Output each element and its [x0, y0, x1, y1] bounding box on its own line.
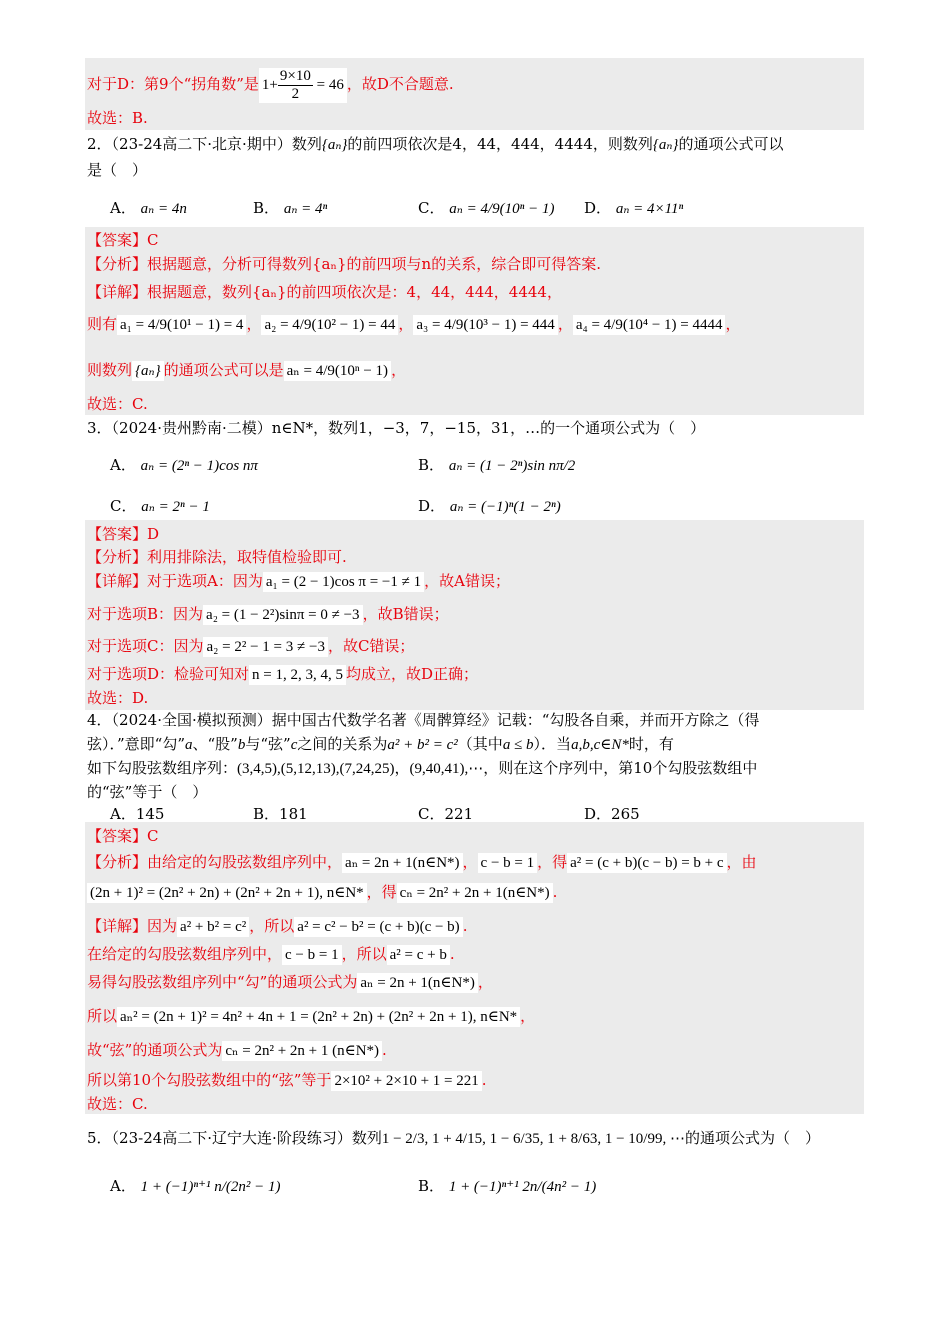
q3-option-b[interactable]: B． aₙ = (1 − 2ⁿ)sin nπ/2: [418, 456, 576, 474]
math-expression: a₂ = 2² − 1 = 3 ≠ −3: [203, 637, 327, 657]
q4-detail-4: 所以 aₙ² = (2n + 1)² = 4n² + 4n + 1 = (2n² + 2n) + (2n² + 2n + 1), n∈N* ，: [87, 1007, 536, 1025]
math-expression: a₃ = 4/9(10³ − 1) = 444: [413, 315, 557, 335]
math-expression: a₂ = 4/9(10² − 1) = 44: [261, 315, 398, 335]
q4-option-c[interactable]: C．221: [418, 805, 474, 823]
math-expression: c − b = 1: [478, 853, 538, 873]
q1-choice: 故选：B.: [87, 109, 148, 127]
math-expression: 2×10² + 2×10 + 1 = 221: [331, 1071, 481, 1091]
q2-analysis: 【分析】根据题意，分析可得数列{aₙ}的前四项与n的关系，综合即可得答案.: [87, 255, 601, 273]
q3-option-a[interactable]: A． aₙ = (2ⁿ − 1)cos nπ: [110, 456, 258, 474]
math-expression: a₂ = (1 − 2²)sinπ = 0 ≠ −3: [203, 605, 363, 625]
q2-option-b[interactable]: B． aₙ = 4ⁿ: [253, 199, 328, 217]
math-expression: a² = (c + b)(c − b) = b + c: [567, 853, 726, 873]
q4-analysis-2: (2n + 1)² = (2n² + 2n) + (2n² + 2n + 1), n∈N* ，得 cₙ = 2n² + 2n + 1(n∈N*) .: [87, 882, 557, 903]
q4-stem-1: 4．（2024·全国·模拟预测）据中国古代数学名著《周髀算经》记载：“勾股各自乘，并而开方除之（得: [87, 711, 760, 729]
math-expression: 1+ $\frac{9\times 10}{2}$ = 46: [259, 68, 347, 103]
q2-detail-1: 【详解】根据题意，数列{aₙ}的前四项依次是：4，44，444，4444，: [87, 283, 562, 301]
math-expression: a² + b² = c²: [177, 917, 249, 937]
q5-option-a[interactable]: A． 1 + (−1)ⁿ⁺¹ n/(2n² − 1): [110, 1177, 281, 1195]
math-expression: n = 1, 2, 3, 4, 5: [249, 665, 346, 685]
q4-answer: 【答案】C: [87, 827, 159, 845]
q3-analysis: 【分析】利用排除法，取特值检验即可.: [87, 548, 347, 566]
q4-detail-5: 故“弦”的通项公式为 cₙ = 2n² + 2n + 1 (n∈N*) .: [87, 1041, 387, 1059]
q3-choice: 故选：D.: [87, 689, 149, 707]
q5-option-b[interactable]: B． 1 + (−1)ⁿ⁺¹ 2n/(4n² − 1): [418, 1177, 597, 1195]
q3-detail-4: 对于选项D：检验可知对 n = 1, 2, 3, 4, 5 均成立，故D正确；: [87, 665, 479, 683]
math-expression: a₄ = 4/9(10⁴ − 1) = 4444: [573, 315, 726, 335]
q2-option-c[interactable]: C． aₙ = 4/9(10ⁿ − 1): [418, 199, 555, 217]
q2-detail-3: 则数列 {aₙ} 的通项公式可以是 aₙ = 4/9(10ⁿ − 1) ，: [87, 361, 407, 379]
q3-answer: 【答案】D: [87, 525, 160, 543]
q5-stem: 5．（23-24高二下·辽宁大连·阶段练习）数列1 − 2/3, 1 + 4/15, 1 − 6/35, 1 + 8/63, 1 − 10/99, ⋯的通项公式为（ ）: [87, 1129, 820, 1147]
q2-stem-cont: 是（ ）: [87, 161, 148, 179]
q2-detail-2: 则有 a₁ = 4/9(10¹ − 1) = 4 ， a₂ = 4/9(10² − 1) = 44 ， a₃ = 4/9(10³ − 1) = 444 ， a₄ = 4/9(10⁴ − 1) = 4444 ，: [87, 315, 741, 333]
q4-stem-2: 弦）．”意即“勾”a、“股”b与“弦”c之间的关系为a² + b² = c²（其中a ≤ b）．当a,b,c∈N*时，有: [87, 735, 674, 753]
q2-stem: 2．（23-24高二下·北京·期中）数列{aₙ}的前四项依次是4，44，444，4444，则数列{aₙ}的通项公式可以: [87, 135, 784, 153]
math-expression: aₙ = 2n + 1(n∈N*): [342, 853, 463, 873]
q3-detail-2: 对于选项B：因为 a₂ = (1 − 2²)sinπ = 0 ≠ −3 ，故B错误；: [87, 605, 449, 623]
q2-answer: 【答案】C: [87, 231, 159, 249]
q4-stem-3: 如下勾股弦数组序列：(3,4,5),(5,12,13),(7,24,25)，(9,40,41),⋯，则在这个序列中，第10个勾股弦数组中: [87, 759, 758, 777]
q3-detail-1: 【详解】对于选项A：因为 a₁ = (2 − 1)cos π = −1 ≠ 1 ，故A错误；: [87, 572, 510, 590]
q4-option-a[interactable]: A．145: [110, 805, 165, 823]
math-expression: a² = c + b: [387, 945, 450, 965]
math-expression: cₙ = 2n² + 2n + 1(n∈N*): [397, 883, 553, 903]
q2-choice: 故选：C.: [87, 395, 148, 413]
q3-detail-3: 对于选项C：因为 a₂ = 2² − 1 = 3 ≠ −3 ，故C错误；: [87, 637, 415, 655]
q3-option-c[interactable]: C． aₙ = 2ⁿ − 1: [110, 497, 210, 515]
q4-detail-1: 【详解】因为 a² + b² = c² ，所以 a² = c² − b² = (c + b)(c − b) .: [87, 917, 468, 935]
math-expression: cₙ = 2n² + 2n + 1 (n∈N*): [222, 1041, 382, 1061]
math-expression: a₁ = (2 − 1)cos π = −1 ≠ 1: [263, 572, 424, 592]
math-expression: aₙ² = (2n + 1)² = 4n² + 4n + 1 = (2n² + 2n) + (2n² + 2n + 1), n∈N*: [117, 1007, 520, 1027]
q4-detail-2: 在给定的勾股弦数组序列中， c − b = 1 ，所以 a² = c + b .: [87, 945, 455, 963]
q4-option-d[interactable]: D．265: [584, 805, 640, 823]
q4-analysis-1: 【分析】由给定的勾股弦数组序列中， aₙ = 2n + 1(n∈N*) ， c − b = 1 ，得 a² = (c + b)(c − b) = b + c ，由: [87, 853, 757, 871]
q4-choice: 故选：C.: [87, 1095, 148, 1113]
math-expression: c − b = 1: [282, 945, 342, 965]
math-expression: a₁ = 4/9(10¹ − 1) = 4: [117, 315, 246, 335]
q4-detail-3: 易得勾股弦数组序列中“勾”的通项公式为 aₙ = 2n + 1(n∈N*) ，: [87, 973, 493, 991]
q3-stem: 3．（2024·贵州黔南·二模）n∈N*，数列1，−3，7，−15，31，…的一个通项公式为（ ）: [87, 419, 706, 437]
q4-option-b[interactable]: B．181: [253, 805, 308, 823]
math-expression: aₙ = 2n + 1(n∈N*): [357, 973, 478, 993]
math-expression: a² = c² − b² = (c + b)(c − b): [294, 917, 462, 937]
math-expression: aₙ = 4/9(10ⁿ − 1): [284, 361, 391, 381]
q2-option-d[interactable]: D． aₙ = 4×11ⁿ: [584, 199, 684, 217]
q4-stem-4: 的“弦”等于（ ）: [87, 783, 208, 801]
q4-detail-6: 所以第10个勾股弦数组中的“弦”等于 2×10² + 2×10 + 1 = 221 .: [87, 1071, 487, 1089]
math-expression: (2n + 1)² = (2n² + 2n) + (2n² + 2n + 1), n∈N*: [87, 883, 367, 903]
q3-option-d[interactable]: D． aₙ = (−1)ⁿ(1 − 2ⁿ): [418, 497, 561, 515]
q2-option-a[interactable]: A． aₙ = 4n: [110, 199, 187, 217]
q1-detail-d: 对于D：第9个“拐角数”是 1+ $\frac{9\times 10}{2}$ = 46 ，故D不合题意.: [87, 68, 454, 103]
